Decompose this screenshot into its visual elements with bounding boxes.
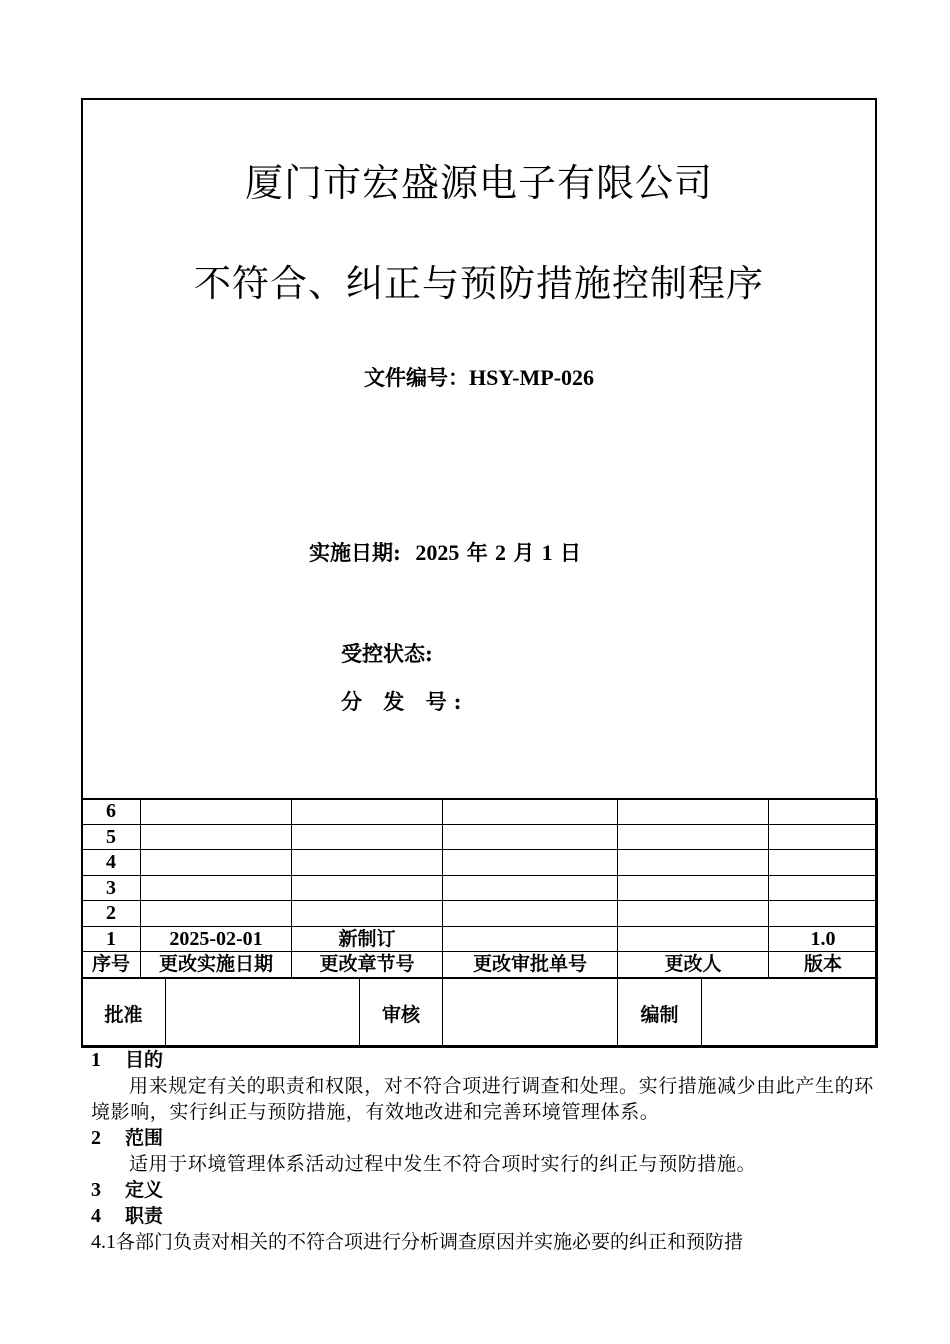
revision-cell-approval-no	[443, 850, 618, 876]
header-section: 更改章节号	[292, 952, 443, 978]
header-date: 更改实施日期	[141, 952, 292, 978]
revision-row	[82, 824, 878, 850]
revision-cell-section	[292, 875, 443, 901]
section-2-text: 适用于环境管理体系活动过程中发生不符合项时实行的纠正与预防措施。	[129, 1153, 757, 1175]
impl-month: 2	[495, 540, 507, 565]
section-4-1-text	[91, 1229, 881, 1255]
revision-row	[82, 926, 878, 952]
section-2-number: 2	[91, 1127, 101, 1149]
section-4-1-body: 各部门负责对相关的不符合项进行分析调查原因并实施必要的纠正和预防措	[116, 1231, 744, 1253]
document-number-value: HSY-MP-026	[468, 365, 595, 390]
impl-day-unit: 日	[559, 540, 581, 565]
revision-row	[82, 901, 878, 927]
revision-cell-version	[769, 875, 878, 901]
revision-cell-approval-no	[443, 875, 618, 901]
review-label: 审核	[360, 979, 443, 1048]
approve-label: 批准	[82, 979, 166, 1048]
revision-table-header	[82, 952, 878, 978]
document-number-label: 文件编号：	[363, 365, 469, 390]
impl-month-unit: 月	[513, 540, 535, 565]
revision-cell-section	[292, 850, 443, 876]
section-1-number: 1	[91, 1049, 101, 1071]
revision-row	[82, 799, 878, 825]
prepare-label: 编制	[618, 979, 702, 1048]
revision-cell-seq: 4	[82, 850, 141, 876]
control-status-label: 受控状态:	[341, 641, 433, 666]
document-number	[83, 362, 875, 392]
revision-cell-section	[292, 799, 443, 825]
prepare-field[interactable]	[702, 979, 878, 1048]
section-2-heading	[91, 1125, 881, 1151]
document-body	[91, 1047, 881, 1255]
revision-cell-section	[292, 901, 443, 927]
section-3-heading	[91, 1177, 881, 1203]
revision-cell-seq: 6	[82, 799, 141, 825]
revision-cell-approval-no	[443, 901, 618, 927]
section-4-1-number: 4.1	[91, 1231, 116, 1253]
revision-cell-version	[769, 850, 878, 876]
revision-cell-approval-no	[443, 926, 618, 952]
header-seq: 序号	[82, 952, 141, 978]
section-4-heading	[91, 1203, 881, 1229]
section-1-text: 用来规定有关的职责和权限，对不符合项进行调查和处理。实行措施减少由此产生的环境影响，实行纠正与预防措施，有效地改进和完善环境管理体系。	[91, 1075, 874, 1123]
impl-year: 2025	[415, 540, 460, 565]
impl-day: 1	[541, 540, 553, 565]
implementation-date	[309, 537, 581, 567]
revision-row	[82, 875, 878, 901]
revision-cell-changer	[618, 824, 769, 850]
revision-cell-changer	[618, 850, 769, 876]
revision-cell-seq: 2	[82, 901, 141, 927]
revision-cell-section	[292, 824, 443, 850]
section-3-title: 定义	[125, 1179, 164, 1201]
header-approval-no: 更改审批单号	[443, 952, 618, 978]
revision-cell-date	[141, 850, 292, 876]
revision-cell-date	[141, 901, 292, 927]
section-3-number: 3	[91, 1179, 101, 1201]
revision-cell-version	[769, 824, 878, 850]
revision-cell-date	[141, 799, 292, 825]
revision-cell-date: 2025-02-01	[141, 926, 292, 952]
section-1-title: 目的	[125, 1049, 164, 1071]
revision-cell-changer	[618, 799, 769, 825]
revision-cell-section: 新制订	[292, 926, 443, 952]
revision-cell-changer	[618, 901, 769, 927]
header-version: 版本	[769, 952, 878, 978]
implementation-date-label: 实施日期:	[309, 540, 401, 565]
revision-table	[81, 798, 878, 978]
impl-year-unit: 年	[466, 540, 488, 565]
revision-cell-seq: 5	[82, 824, 141, 850]
section-4-number: 4	[91, 1205, 101, 1227]
revision-cell-version	[769, 901, 878, 927]
signoff-table	[81, 978, 878, 1048]
review-field[interactable]	[443, 979, 618, 1048]
revision-cell-date	[141, 824, 292, 850]
section-2-title: 范围	[125, 1127, 164, 1149]
revision-cell-seq: 3	[82, 875, 141, 901]
revision-cell-version	[769, 799, 878, 825]
revision-cell-changer	[618, 875, 769, 901]
company-name: 厦门市宏盛源电子有限公司	[244, 161, 713, 205]
revision-cell-approval-no	[443, 824, 618, 850]
cover-page	[81, 98, 877, 798]
revision-cell-date	[141, 875, 292, 901]
distribution-number-label: 分 发 号:	[341, 689, 469, 714]
section-1-heading	[91, 1047, 881, 1073]
section-4-title: 职责	[125, 1205, 164, 1227]
revision-cell-changer	[618, 926, 769, 952]
approve-field[interactable]	[166, 979, 360, 1048]
document-title: 不符合、纠正与预防措施控制程序	[194, 262, 764, 305]
header-changer: 更改人	[618, 952, 769, 978]
revision-cell-version: 1.0	[769, 926, 878, 952]
revision-cell-approval-no	[443, 799, 618, 825]
revision-row	[82, 850, 878, 876]
revision-cell-seq: 1	[82, 926, 141, 952]
